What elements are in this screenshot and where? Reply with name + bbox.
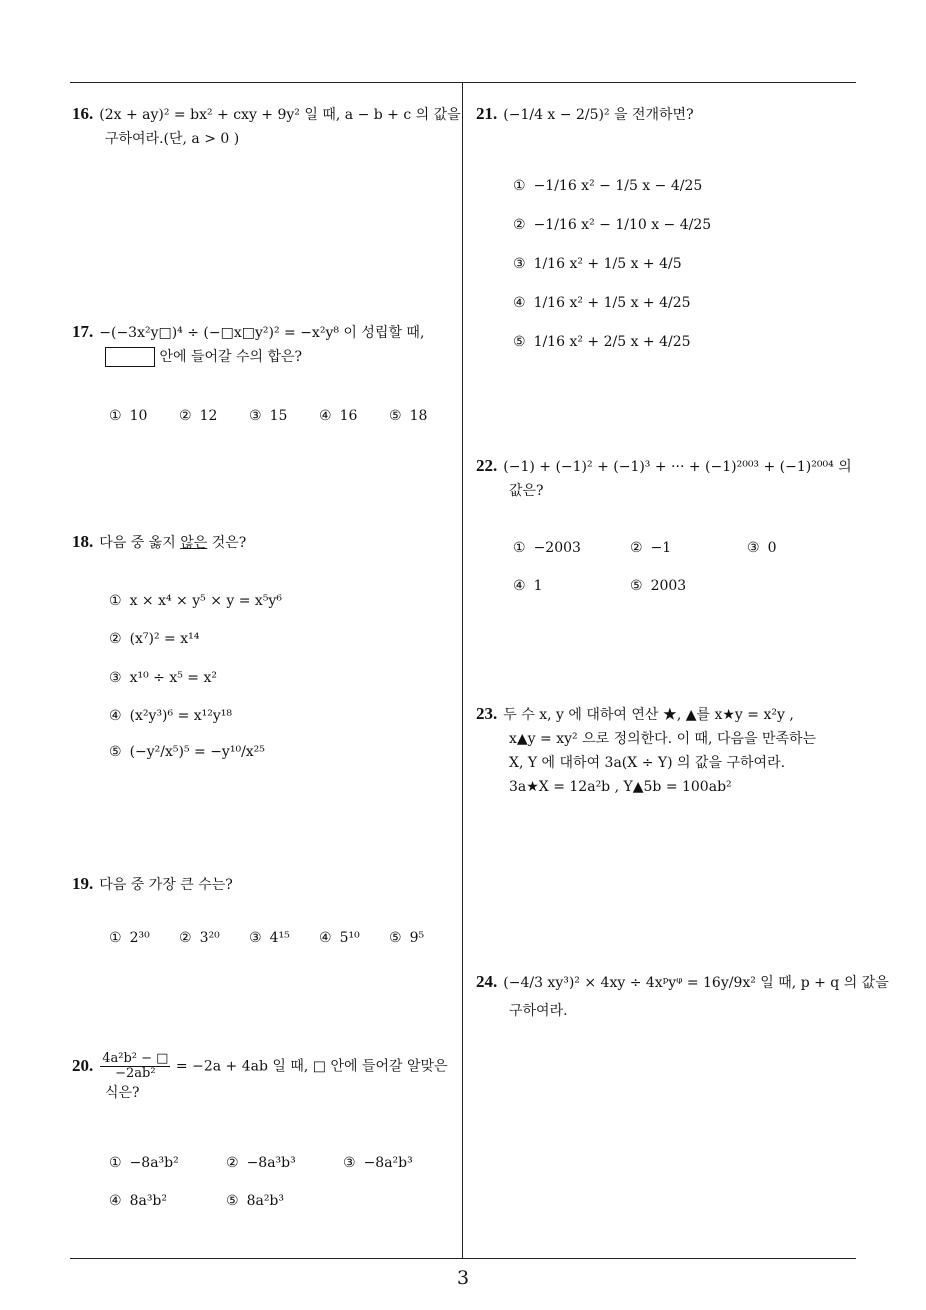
bottom-rule [70, 1258, 856, 1259]
question-text-line-2: 식은? [105, 1085, 140, 1101]
question-text-end: 것은? [207, 535, 247, 551]
option-5[interactable]: ⑤ 2003 [630, 578, 687, 594]
option-1[interactable]: ① −2003 [513, 540, 581, 556]
option-1[interactable]: ① 10 [109, 408, 148, 424]
option-1[interactable]: ① 2³⁰ [109, 930, 150, 946]
option-5[interactable]: ⑤ 8a²b³ [226, 1193, 285, 1209]
question-text: = −2a + 4ab 일 때, □ 안에 들어갈 알맞은 [171, 1058, 448, 1075]
question-20 [72, 1052, 457, 1105]
question-text: 의 [833, 459, 852, 475]
question-number: 17. [72, 322, 94, 341]
question-21 [476, 102, 856, 127]
option-3[interactable]: ③ 4¹⁵ [249, 930, 290, 946]
option-4[interactable]: ④ 8a³b² [109, 1193, 168, 1209]
option-3[interactable]: ③ x¹⁰ ÷ x⁵ = x² [109, 670, 217, 686]
question-number: 21. [476, 104, 498, 123]
question-expression: (−4/3 xy³)² × 4xy ÷ 4xᵖyᵠ = 16y/9x² [503, 975, 756, 991]
question-text-line-2: x▲y = xy² 으로 정의한다. 이 때, 다음을 만족하는 [509, 731, 817, 747]
option-2[interactable]: ② (x⁷)² = x¹⁴ [109, 631, 200, 647]
option-3[interactable]: ③ 15 [249, 408, 288, 424]
option-5[interactable]: ⑤ 1/16 x² + 2/5 x + 4/25 [513, 334, 691, 350]
option-1[interactable]: ① −1/16 x² − 1/5 x − 4/25 [513, 178, 703, 194]
option-4[interactable]: ④ 5¹⁰ [319, 930, 360, 946]
fraction-denominator: −2ab² [115, 1066, 156, 1081]
question-text: 을 전개하면? [609, 107, 694, 123]
option-4[interactable]: ④ 16 [319, 408, 358, 424]
question-number: 22. [476, 456, 498, 475]
question-text-line-2: 안에 들어갈 수의 합은? [155, 349, 303, 365]
question-text-line-2: 값은? [509, 483, 544, 499]
question-18 [72, 530, 457, 555]
question-text-line-2: 구하여라.(단, a > 0 ) [105, 131, 240, 147]
option-5[interactable]: ⑤ (−y²/x⁵)⁵ = −y¹⁰/x²⁵ [109, 744, 265, 760]
question-text: 다음 중 가장 큰 수는? [99, 877, 233, 893]
question-text: 일 때, p + q 의 값을 [755, 975, 889, 991]
question-number: 23. [476, 704, 498, 723]
option-3[interactable]: ③ −8a²b³ [343, 1155, 413, 1171]
question-text: 이 성립할 때, [338, 325, 425, 341]
question-text: 일 때, a − b + c 의 값을 [299, 107, 461, 123]
fraction-numerator: 4a²b² − □ [102, 1051, 169, 1066]
answer-blank-box [105, 347, 155, 367]
column-divider [462, 82, 463, 1259]
question-expression: (−1/4 x − 2/5)² [503, 107, 610, 123]
option-2[interactable]: ② 3²⁰ [179, 930, 220, 946]
question-number: 18. [72, 532, 94, 551]
underlined-word: 않은 [180, 535, 208, 551]
question-text-line-3: X, Y 에 대하여 3a(X ÷ Y) 의 값을 구하여라. [509, 755, 786, 771]
page-number: 3 [456, 1267, 470, 1289]
option-2[interactable]: ② 12 [179, 408, 218, 424]
option-4[interactable]: ④ (x²y³)⁶ = x¹²y¹⁸ [109, 708, 233, 724]
option-1[interactable]: ① x × x⁴ × y⁵ × y = x⁵y⁶ [109, 593, 282, 609]
question-expression: (−1) + (−1)² + (−1)³ + ··· + (−1)²⁰⁰³ + (−1)²⁰⁰⁴ [503, 459, 834, 475]
question-text: 다음 중 옳지 [99, 535, 181, 551]
option-3[interactable]: ③ 0 [747, 540, 777, 556]
question-expression: (2x + ay)² = bx² + cxy + 9y² [99, 107, 300, 123]
question-text-line-2: 구하여라. [509, 1003, 568, 1019]
question-number: 24. [476, 972, 498, 991]
question-24 [476, 970, 889, 1023]
question-19 [72, 872, 457, 897]
option-2[interactable]: ② −8a³b³ [226, 1155, 296, 1171]
question-16 [72, 102, 461, 151]
option-4[interactable]: ④ 1 [513, 578, 543, 594]
question-text-line-1: 두 수 x, y 에 대하여 연산 ★, ▲를 x★y = x²y , [503, 707, 794, 723]
question-number: 20. [72, 1055, 94, 1075]
question-number: 19. [72, 874, 94, 893]
question-expression: −(−3x²y□)⁴ ÷ (−□x□y²)² = −x²y⁸ [99, 325, 339, 341]
question-fraction [100, 1052, 170, 1081]
question-17 [72, 320, 457, 369]
question-22 [476, 454, 861, 503]
option-5[interactable]: ⑤ 18 [389, 408, 428, 424]
question-conditions: 3a★X = 12a²b , Y▲5b = 100ab² [509, 779, 732, 795]
option-3[interactable]: ③ 1/16 x² + 1/5 x + 4/5 [513, 256, 682, 272]
question-number: 16. [72, 104, 94, 123]
question-23 [476, 702, 861, 799]
option-2[interactable]: ② −1/16 x² − 1/10 x − 4/25 [513, 217, 712, 233]
top-rule [70, 82, 856, 83]
option-1[interactable]: ① −8a³b² [109, 1155, 179, 1171]
option-4[interactable]: ④ 1/16 x² + 1/5 x + 4/25 [513, 295, 691, 311]
option-2[interactable]: ② −1 [630, 540, 672, 556]
option-5[interactable]: ⑤ 9⁵ [389, 930, 425, 946]
